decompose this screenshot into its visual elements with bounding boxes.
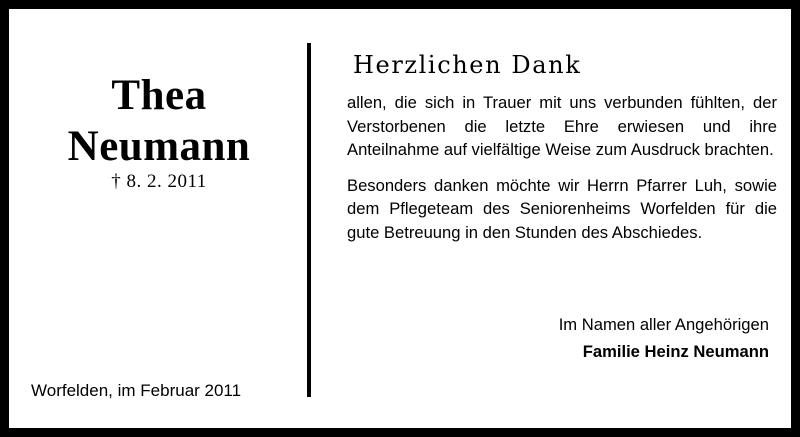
vertical-divider	[307, 43, 311, 397]
signature-line-2: Familie Heinz Neumann	[582, 342, 769, 361]
signature-block	[559, 315, 769, 362]
place-and-date: Worfelden, im Februar 2011	[31, 381, 242, 400]
left-column	[9, 9, 309, 428]
thanks-heading: Herzlichen Dank	[353, 51, 582, 79]
deceased-name-last: Neumann	[67, 122, 251, 170]
obituary-inner	[9, 9, 791, 428]
deceased-name	[9, 71, 309, 172]
signature-line-1: Im Namen aller Angehörigen	[558, 315, 769, 334]
thanks-paragraph-1: allen, die sich in Trauer mit uns verbunden fühlten, der Verstorbenen die letzte Ehre erwiesen und ihre Anteilnahme auf vielfältige Weise zum Ausdruck brachten.	[347, 93, 777, 160]
deceased-name-first: Thea	[111, 72, 207, 119]
thanks-paragraph-2: Besonders danken möchte wir Herrn Pfarrer Luh, sowie dem Pflegeteam des Seniorenheims Worfelden für die gute Betreuung in den Stunden des Abschiedes.	[347, 175, 777, 242]
death-date: † 8. 2. 2011	[111, 171, 207, 192]
thanks-body	[347, 91, 777, 244]
right-column	[347, 9, 777, 428]
